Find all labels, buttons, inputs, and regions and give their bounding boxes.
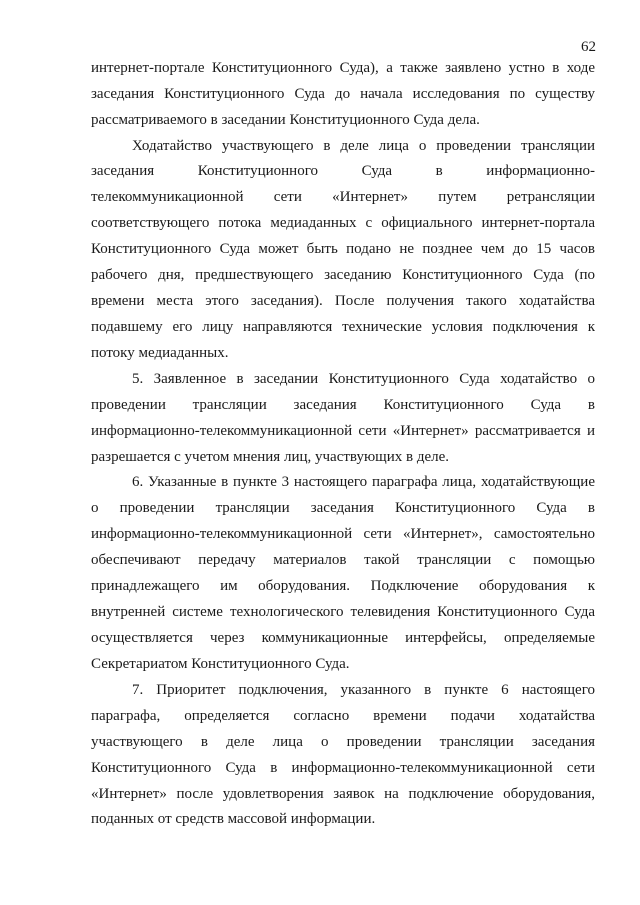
text-line: внутренней системе технологического телевидения Конституционного Суда [91,604,595,620]
text-line: 7. Приоритет подключения, указанного в пункте 6 настоящего [132,682,595,698]
text-line: Конституционного Суда в информационно-телекоммуникационной сети [91,760,595,776]
text-line: рассматриваемого в заседании Конституционного Суда дела. [91,112,480,128]
text-line: Конституционного Суда может быть подано не позднее чем до 15 часов [91,241,595,257]
text-line: времени места этого заседания). После получения такого ходатайства [91,293,595,309]
text-line: интернет-портале Конституционного Суда), а также заявлено устно в ходе [91,60,595,76]
text-line: поданных от средств массовой информации. [91,811,376,827]
text-line: проведении трансляции заседания Конституционного Суда в [91,397,595,413]
text-line: телекоммуникационной сети «Интернет» путем ретрансляции [91,189,595,205]
text-line: 6. Указанные в пункте 3 настоящего параграфа лица, ходатайствующие [132,474,595,490]
text-line: обеспечивают передачу материалов такой трансляции с помощью [91,552,595,568]
text-line: принадлежащего им оборудования. Подключение оборудования к [91,578,595,594]
text-line: подавшему его лицу направляются технические условия подключения к [91,319,595,335]
text-line: разрешается с учетом мнения лиц, участвующих в деле. [91,449,450,465]
text-line: соответствующего потока медиаданных с официального интернет-портала [91,215,595,231]
text-line: заседания Конституционного Суда до начала исследования по существу [91,86,595,102]
text-line: рабочего дня, предшествующего заседанию Конституционного Суда (по [91,267,595,283]
text-line: информационно-телекоммуникационной сети «Интернет» рассматривается и [91,423,595,439]
text-line: участвующего в деле лица о проведении трансляции заседания [91,734,595,750]
text-line: «Интернет» после удовлетворения заявок на подключение оборудования, [91,786,595,802]
text-line: потоку медиаданных. [91,345,229,361]
text-line: о проведении трансляции заседания Конституционного Суда в [91,500,595,516]
text-line: параграфа, определяется согласно времени подачи ходатайства [91,708,595,724]
text-line: 5. Заявленное в заседании Конституционного Суда ходатайство о [132,371,595,387]
page-number: 62 [581,39,596,55]
text-line: информационно-телекоммуникационной сети «Интернет», самостоятельно [91,526,595,542]
text-line: Ходатайство участвующего в деле лица о проведении трансляции [132,138,595,154]
text-line: Секретариатом Конституционного Суда. [91,656,350,672]
text-line: заседания Конституционного Суда в информационно- [91,163,595,179]
text-line: осуществляется через коммуникационные интерфейсы, определяемые [91,630,595,646]
